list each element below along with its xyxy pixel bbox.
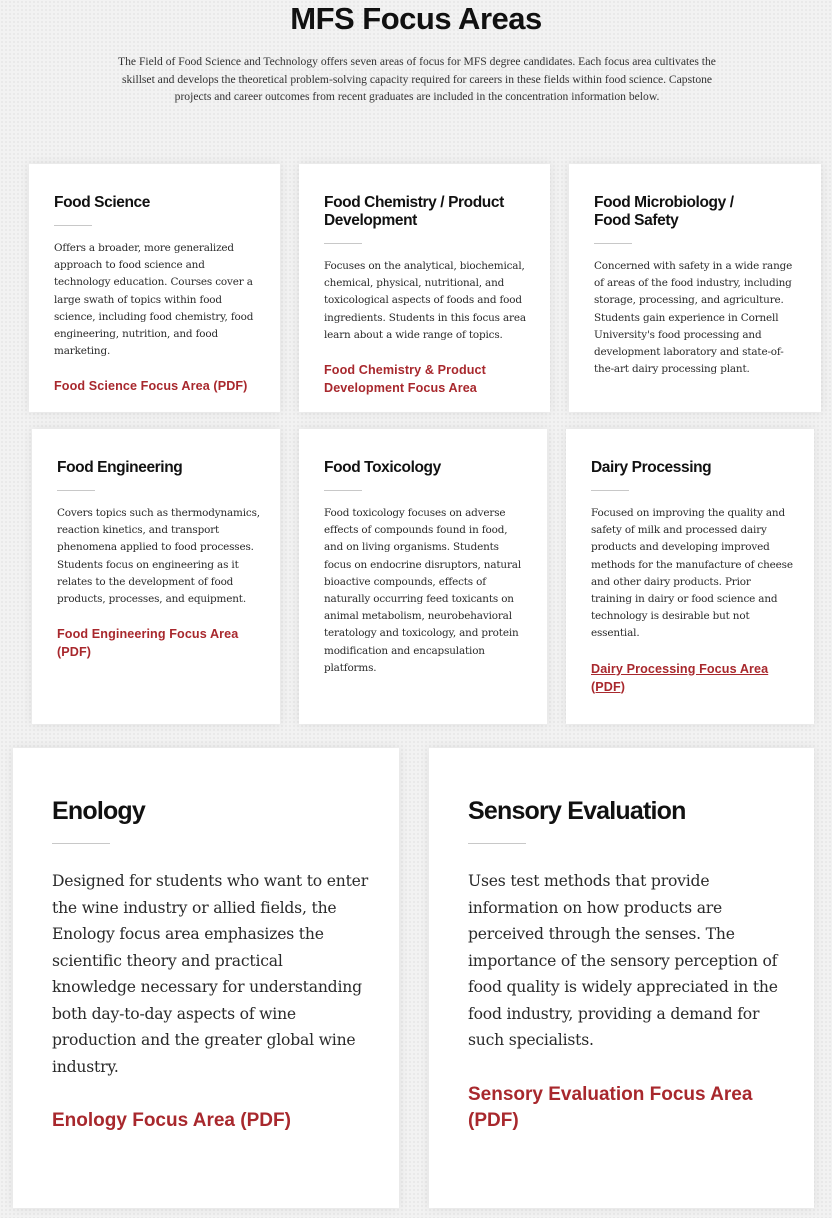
card-title: Food Chemistry / Product Development — [324, 194, 504, 229]
card-description: Food toxicology focuses on adverse effects of compounds found in food, and on living organisms. Students focus on endocrine disruptors, natural bioactive compounds, effects of naturally occurring feed toxicants on animal metabolism, neurobehavioral teratology and toxicology, and protein modification and encapsulation platforms. — [324, 507, 521, 674]
title-divider — [324, 243, 362, 244]
card-description: Concerned with safety in a wide range of areas of the food industry, including storage, processing, and agriculture. Students gain experience in Cornell University's food processing and development laboratory and state-of-the-art dairy processing plant. — [594, 260, 793, 376]
sensory-evaluation-pdf-link[interactable]: Sensory Evaluation Focus Area (PDF) — [468, 1083, 753, 1131]
food-chemistry-pdf-link[interactable]: Food Chemistry & Product Development Focus Area — [324, 363, 486, 396]
focus-card-food-toxicology — [299, 429, 547, 724]
title-divider — [324, 490, 362, 491]
card-title: Dairy Processing — [591, 459, 712, 476]
title-divider — [54, 225, 92, 226]
dairy-processing-pdf-link[interactable]: Dairy Processing Focus Area (PDF) — [591, 661, 769, 694]
card-description: Offers a broader, more generalized approach to food science and technology education. Courses cover a large swath of topics within food science, including food chemistry, food engineering, nutrition, and food marketing. — [54, 242, 254, 358]
food-engineering-pdf-link[interactable]: Food Engineering Focus Area (PDF) — [57, 627, 239, 660]
card-description: Focused on improving the quality and safety of milk and processed dairy products and developing improved methods for the manufacture of cheese and other dairy products. Prior training in dairy or food science and technology is desirable but not essential. — [591, 507, 793, 640]
food-science-pdf-link[interactable]: Food Science Focus Area (PDF) — [54, 379, 248, 394]
card-description: Covers topics such as thermodynamics, reaction kinetics, and transport phenomena applied to food processes. Students focus on engineering as it relates to the development of food products, processes, and equipment. — [57, 507, 260, 606]
card-description: Focuses on the analytical, biochemical, chemical, physical, nutritional, and toxicological aspects of foods and food ingredients. Students in this focus area learn about a wide range of topics. — [324, 260, 526, 341]
focus-card-sensory-evaluation — [429, 748, 814, 1208]
focus-card-food-chemistry — [299, 164, 550, 412]
card-title: Enology — [52, 797, 146, 825]
focus-card-enology — [13, 748, 399, 1208]
focus-card-food-engineering — [32, 429, 280, 724]
title-divider — [591, 490, 629, 491]
intro-text: The Field of Food Science and Technology offers seven areas of focus for MFS degree candidates. Each focus area cultivates the skillset and develops the theoretical problem-solving capacity required for careers in these fields within food science. Capstone projects and career outcomes from recent graduates are included in the concentration information below. — [118, 55, 716, 103]
card-description: Designed for students who want to enter the wine industry or allied fields, the Enology focus area emphasizes the scientific theory and practical knowledge necessary for understanding both day-to-day aspects of wine production and the greater global wine industry. — [52, 872, 368, 1076]
card-description: Uses test methods that provide information on how products are perceived through the senses. The importance of the sensory perception of food quality is widely appreciated in the food industry, providing a demand for such specialists. — [468, 872, 778, 1049]
enology-pdf-link[interactable]: Enology Focus Area (PDF) — [52, 1110, 291, 1131]
card-title: Food Microbiology / Food Safety — [594, 194, 734, 229]
title-divider — [52, 843, 110, 844]
focus-card-food-science — [29, 164, 280, 412]
focus-card-food-microbiology — [569, 164, 821, 412]
title-divider — [594, 243, 632, 244]
card-title: Food Science — [54, 194, 150, 211]
card-title: Food Engineering — [57, 459, 183, 476]
title-divider — [57, 490, 95, 491]
title-divider — [468, 843, 526, 844]
page-title: MFS Focus Areas — [290, 1, 542, 36]
card-title: Food Toxicology — [324, 459, 441, 476]
card-title: Sensory Evaluation — [468, 797, 686, 825]
focus-card-dairy-processing — [566, 429, 814, 724]
